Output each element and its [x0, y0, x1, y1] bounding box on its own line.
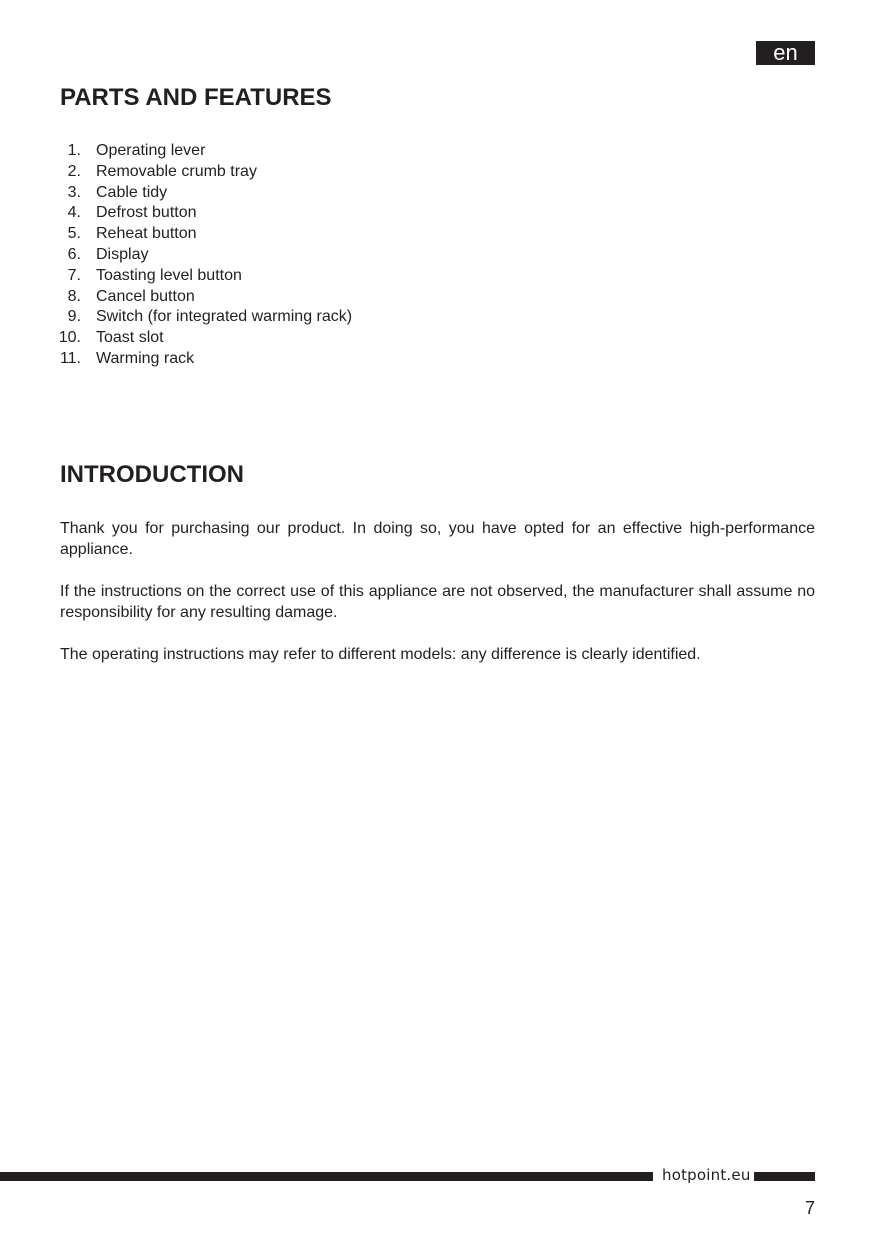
item-number: 7. — [67, 266, 81, 284]
item-number: 11. — [59, 349, 81, 367]
list-item — [58, 203, 352, 224]
item-label: Cancel button — [96, 287, 195, 305]
footer-rule-right — [754, 1172, 815, 1181]
intro-paragraph: If the instructions on the correct use of this appliance are not observed, the manufacturer shall assume no responsibility for any resulting damage. — [60, 583, 815, 621]
item-number: 1. — [67, 142, 81, 159]
intro-paragraph: Thank you for purchasing our product. In doing so, you have opted for an effective high-performance appliance. — [60, 520, 815, 558]
list-item — [58, 162, 352, 183]
item-label: Toasting level button — [96, 266, 242, 284]
item-number: 5. — [67, 225, 81, 243]
item-number: 10. — [58, 329, 81, 347]
list-item — [58, 266, 352, 287]
item-label: Cable tidy — [96, 183, 168, 201]
list-item — [58, 183, 352, 204]
footer-brand-logo: hotpoint.eu — [662, 1166, 751, 1184]
list-item — [58, 141, 352, 162]
page-number: 7 — [804, 1198, 815, 1218]
language-badge: en — [756, 41, 815, 65]
item-label: Reheat button — [96, 225, 197, 243]
item-label: Removable crumb tray — [96, 162, 257, 180]
item-label: Toast slot — [96, 329, 164, 347]
list-item — [58, 287, 352, 308]
footer-rule-left — [0, 1172, 653, 1181]
item-label: Defrost button — [96, 204, 197, 222]
list-item — [58, 307, 352, 328]
parts-and-features-heading: PARTS AND FEATURES — [60, 84, 332, 111]
list-item — [58, 349, 352, 370]
item-label: Display — [96, 245, 149, 263]
item-label: Switch (for integrated warming rack) — [96, 308, 353, 326]
item-number: 6. — [67, 245, 81, 263]
list-item — [58, 245, 352, 266]
item-number: 9. — [67, 308, 81, 326]
item-label: Warming rack — [96, 349, 195, 367]
list-item — [58, 328, 352, 349]
item-number: 2. — [67, 162, 81, 180]
item-number: 4. — [67, 204, 81, 222]
item-number: 8. — [67, 287, 81, 305]
list-item — [58, 224, 352, 245]
item-number: 3. — [67, 183, 81, 201]
intro-paragraph: The operating instructions may refer to different models: any difference is clearly identified. — [60, 646, 701, 663]
parts-list — [58, 141, 352, 370]
introduction-heading: INTRODUCTION — [60, 461, 244, 488]
item-label: Operating lever — [96, 142, 206, 159]
